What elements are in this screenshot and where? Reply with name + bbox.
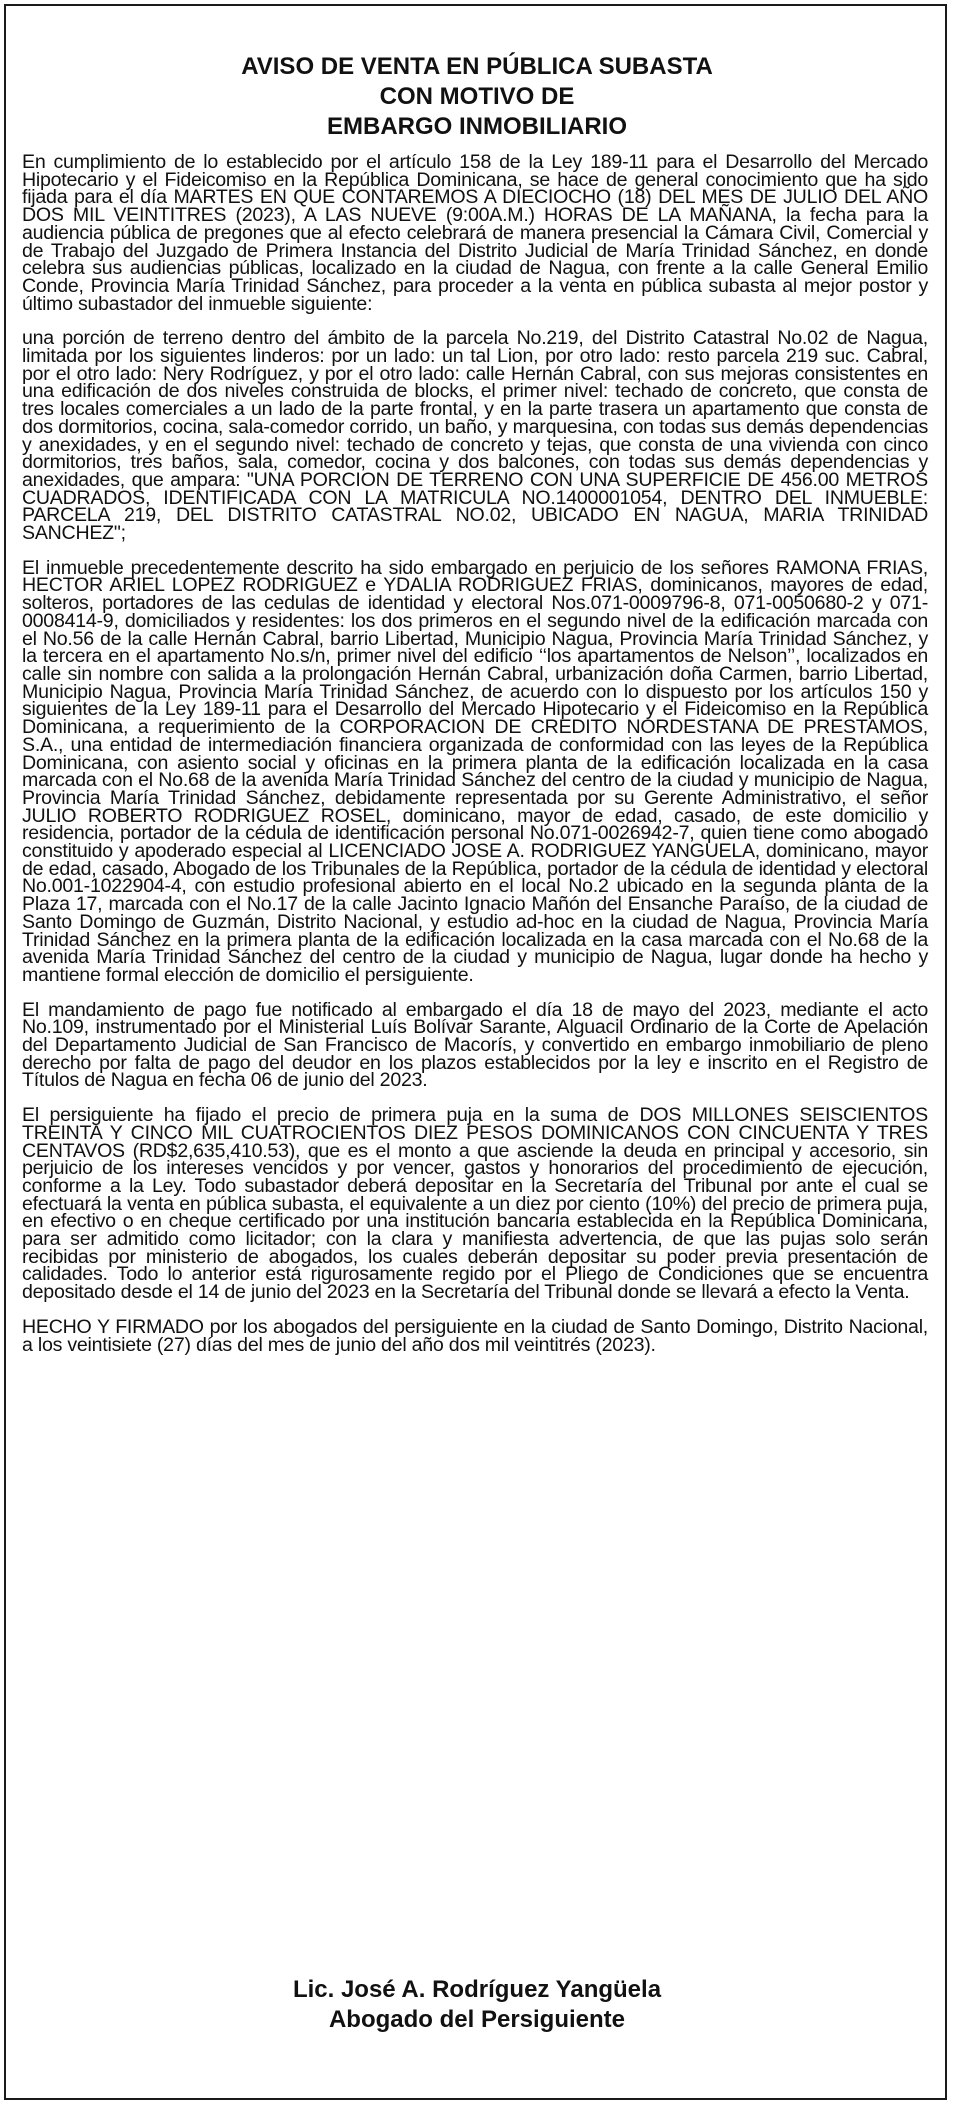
paragraph-price: El persiguiente ha fijado el precio de primera puja en la suma de DOS MILLONES SEISCIENTOS TREINTA Y CINCO MIL CUATROCIENTOS DIEZ PESOS DOMINICANOS CON CINCUENTA Y TRES CENTAVOS (RD$2,635,410.53), que es el monto a que asciende la deuda en principal y accesorio, sin perjuicio de los intereses vencidos y por vencer, gastos y honorarios del procedimiento de ejecución, conforme a la Ley. Todo subastador deberá depositar en la Secretaría del Tribunal por ante el cual se efectuará la venta en pública subasta, el equivalente a un diez por ciento (10%) del precio de primera puja, en efectivo o en cheque certificado por una institución bancaria establecida en la República Dominicana, para ser admitido como licitador; con la clara y manifiesta advertencia, de que las pujas solo serán recibidas por ministerio de abogados, los cuales deberán depositar su poder previa presentación de calidades. Todo lo anterior está rigurosamente regido por el Pliego de Condiciones que se encuentra depositado desde el 14 de junio del 2023 en la Secretaría del Tribunal donde se llevará a efecto la Venta. [22, 1104, 928, 1304]
signature-role: Abogado del Persiguiente [328, 2006, 626, 2033]
title-line-1: AVISO DE VENTA EN PÚBLICA SUBASTA [241, 53, 713, 80]
signature-name: Lic. José A. Rodríguez Yangüela [292, 1976, 662, 2003]
notice-title [0, 52, 954, 142]
paragraph-announcement: En cumplimiento de lo establecido por el artículo 158 de la Ley 189-11 para el Desarrollo del Mercado Hipotecario y el Fideicomiso en la República Dominicana, se hace de general conocimiento que ha sido fijada para el día MARTES EN QUE CONTAREMOS A DIECIOCHO (18) DEL MES DE JULIO DEL AÑO DOS MIL VEINTITRES (2023), A LAS NUEVE (9:00A.M.) HORAS DE LA MAÑANA, la fecha para la audiencia pública de pregones que al efecto celebrará de manera presencial la Cámara Civil, Comercial y de Trabajo del Juzgado de Primera Instancia del Distrito Judicial de María Trinidad Sánchez, en donde celebra sus audiencias públicas, localizado en la ciudad de Nagua, con frente a la calle General Emilio Conde, Provincia María Trinidad Sánchez, para proceder a la venta en pública subasta al mejor postor y último subastador del inmueble siguiente: [22, 151, 928, 315]
paragraph-seizure: El inmueble precedentemente descrito ha sido embargado en perjuicio de los señores RAMONA FRIAS, HECTOR ARIEL LOPEZ RODRIGUEZ e YDALIA RODRIGUEZ FRIAS, dominicanos, mayores de edad, solteros, portadores de las cedulas de identidad y electoral Nos.071-0009796-8, 071-0050680-2 y 071-0008414-9, domiciliados y residentes: los dos primeros en el segundo nivel de la edificación marcada con el No.56 de la calle Hernán Cabral, barrio Libertad, Municipio Nagua, Provincia María Trinidad Sánchez, y la tercera en el apartamento No.s/n, primer nivel del edificio ‘‘los apartamentos de Nelson’’, localizados en calle sin nombre con salida a la prolongación Hernán Cabral, urbanización doña Carmen, barrio Libertad, Municipio Nagua, Provincia María Trinidad Sánchez, de acuerdo con lo dispuesto por los artículos 150 y siguientes de la Ley 189-11 para el Desarrollo del Mercado Hipotecario y el Fideicomiso en la República Dominicana, a requerimiento de la CORPORACION DE CREDITO NORDESTANA DE PRESTAMOS, S.A., una entidad de intermediación financiera organizada de conformidad con las leyes de la República Dominicana, con asiento social y oficinas en la primera planta de la edificación localizada en la casa marcada con el No.68 de la avenida María Trinidad Sánchez del centro de la ciudad y municipio de Nagua, Provincia María Trinidad Sánchez, debidamente representada por su Gerente Administrativo, el señor JULIO ROBERTO RODRIGUEZ ROSEL, dominicano, mayor de edad, casado, de este domicilio y residencia, portador de la cédula de identificación personal No.071-0026942-7, quien tiene como abogado constituido y apoderado especial al LICENCIADO JOSE A. RODRIGUEZ YANGUELA, dominicano, mayor de edad, casado, Abogado de los Tribunales de la República, portador de la cédula de identidad y electoral No.001-1022904-4, con estudio profesional abierto en el local No.2 ubicado en la segunda planta de la Plaza 17, marcada con el No.17 de la calle Jacinto Ignacio Mañón del Ensanche Paraíso, de la ciudad de Santo Domingo de Guzmán, Distrito Nacional, y estudio ad-hoc en la ciudad de Nagua, Provincia María Trinidad Sánchez en la primera planta de la edificación localizada en la casa marcada con el No.68 de la avenida María Trinidad Sánchez del centro de la ciudad y municipio de Nagua, lugar donde ha hecho y mantiene formal elección de domicilio el persiguiente. [22, 556, 928, 986]
title-line-3: EMBARGO INMOBILIARIO [327, 113, 627, 140]
notice-body [22, 151, 928, 1371]
signature-block [0, 1975, 954, 2035]
paragraph-property: una porción de terreno dentro del ámbito de la parcela No.219, del Distrito Catastral No.02 de Nagua, limitada por los siguientes linderos: por un lado: un tal Lion, por otro lado: resto parcela 219 suc. Cabral, por el otro lado: Nery Rodríguez, y por el otro lado: calle Hernán Cabral, con sus mejoras consistentes en una edificación de dos niveles construida de blocks, el primer nivel: techado de concreto, que consta de tres locales comerciales a un lado de la parte frontal, y en la parte trasera un apartamento que consta de dos dormitorios, cocina, sala-comedor corrido, un baño, y marquesina, con todas sus demás dependencias y anexidades, y en el segundo nivel: techado de concreto y tejas, que consta de una vivienda con cinco dormitorios, tres baños, sala, comedor, cocina y dos balcones, con todas sus demás dependencias y anexidades, que ampara: "UNA PORCION DE TERRENO CON UNA SUPERFICIE DE 456.00 METROS CUADRADOS, IDENTIFICADA CON LA MATRICULA NO.1400001054, DENTRO DEL INMUEBLE: PARCELA 219, DEL DISTRITO CATASTRAL NO.02, UBICADO EN NAGUA, MARIA TRINIDAD SANCHEZ"; [22, 327, 928, 545]
paragraph-payment-order: El mandamiento de pago fue notificado al embargado el día 18 de mayo del 2023, mediante el acto No.109, instrumentado por el Ministerial Luís Bolívar Sarante, Alguacil Ordinario de la Corte de Apelación del Departamento Judicial de San Francisco de Macorís, y convertido en embargo inmobiliario de pleno derecho por falta de pago del deudor en los plazos establecidos por la ley e inscrito en el Registro de Títulos de Nagua en fecha 06 de junio del 2023. [22, 998, 928, 1092]
paragraph-signed: HECHO Y FIRMADO por los abogados del persiguiente en la ciudad de Santo Domingo, Distrito Nacional, a los veintisiete (27) días del mes de junio del año dos mil veintitrés (2023). [22, 1315, 928, 1356]
title-line-2: CON MOTIVO DE [379, 83, 575, 110]
